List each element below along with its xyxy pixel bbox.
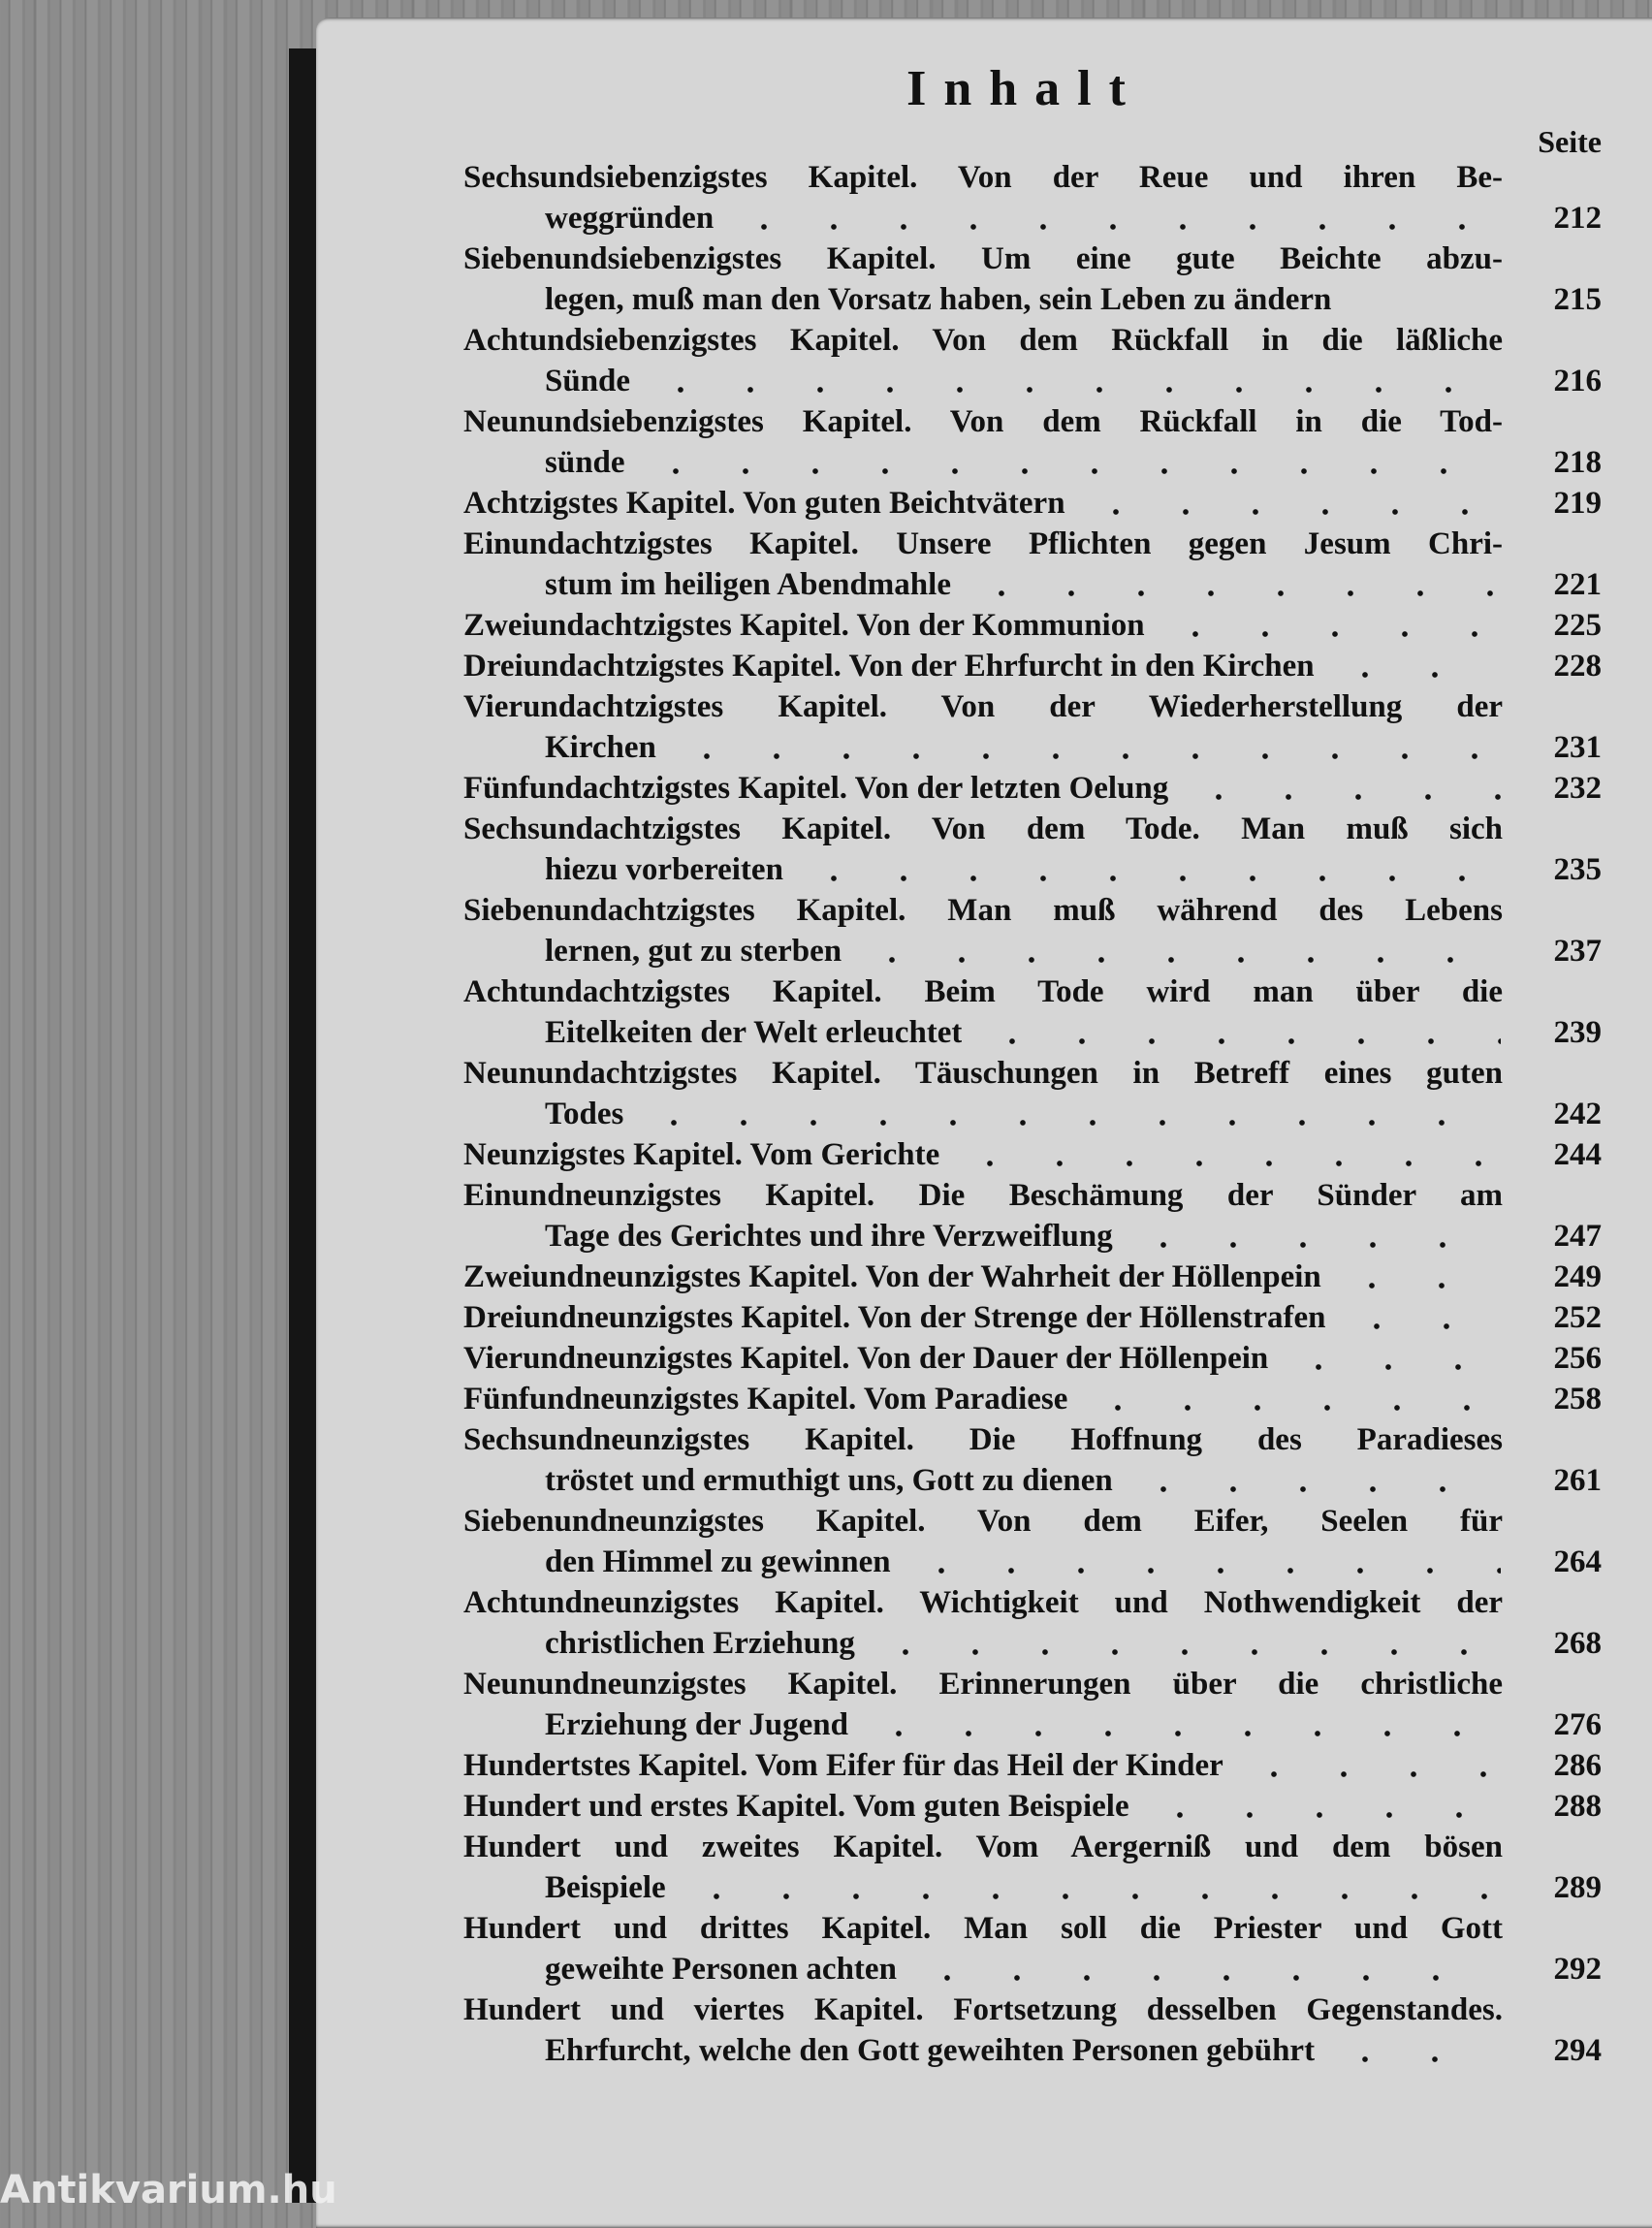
dot-leader — [1342, 1297, 1501, 1338]
toc-entry-text: geweihte Personen achten — [545, 1952, 897, 1987]
page-number: 244 — [1553, 1137, 1602, 1172]
toc-entry-line — [463, 320, 1602, 361]
toc-entry-continuation — [463, 198, 1602, 239]
toc-entry — [463, 768, 1602, 809]
page-number: 239 — [1553, 1015, 1602, 1050]
page-number: 221 — [1553, 567, 1602, 602]
page-number: 289 — [1553, 1870, 1602, 1905]
toc-entry — [463, 1664, 1602, 1745]
toc-entry-line — [463, 1786, 1602, 1827]
toc-entry-text: Einundachtzigstes Kapitel. Unsere Pflichten gegen Jesum Chri- — [463, 526, 1503, 561]
toc-entry-text: Fünfundneunzigstes Kapitel. Vom Paradiese — [463, 1382, 1068, 1416]
toc-entry-text: Zweiundachtzigstes Kapitel. Von der Kommunion — [463, 608, 1145, 643]
toc-entry-text: hiezu vorbereiten — [545, 852, 783, 887]
toc-entry-text: Sechsundachtzigstes Kapitel. Von dem Tode. Man muß sich — [463, 812, 1503, 846]
page-number: 258 — [1553, 1382, 1602, 1416]
dot-leader — [672, 727, 1501, 768]
toc-entry-continuation — [463, 2030, 1602, 2071]
page-number: 252 — [1553, 1300, 1602, 1335]
toc-entry-line — [463, 686, 1602, 727]
toc-entry — [463, 1582, 1602, 1664]
toc-entry-continuation — [463, 442, 1602, 483]
dot-leader — [1083, 1379, 1501, 1419]
toc-entry — [463, 1908, 1602, 1989]
toc-entry — [463, 1745, 1602, 1786]
toc-entry-text: Hundert und viertes Kapitel. Fortsetzung desselben Gegenstandes. — [463, 1992, 1503, 2027]
toc-entry — [463, 524, 1602, 605]
dot-leader — [1145, 1786, 1501, 1827]
dot-leader — [729, 198, 1501, 239]
dot-leader — [977, 1012, 1501, 1053]
toc-entry-line — [463, 890, 1602, 931]
toc-entry-continuation — [463, 1949, 1602, 1989]
page-title: Inhalt — [906, 61, 1143, 116]
toc-entry-text: lernen, gut zu sterben — [545, 934, 842, 969]
page-number: 264 — [1553, 1544, 1602, 1579]
book-spine-edge — [289, 48, 318, 2203]
toc-entry-text: legen, muß man den Vorsatz haben, sein Leben zu ändern — [545, 282, 1332, 317]
dot-leader — [912, 1949, 1501, 1989]
toc-entry-line — [463, 1379, 1602, 1419]
dot-leader — [639, 1094, 1501, 1134]
toc-entry-text: Siebenundneunzigstes Kapitel. Von dem Eifer, Seelen für — [463, 1504, 1503, 1539]
toc-entry-text: Vierundneunzigstes Kapitel. Von der Dauer der Höllenpein — [463, 1341, 1269, 1376]
dot-leader — [682, 1867, 1501, 1908]
toc-entry-text: Siebenundachtzigstes Kapitel. Man muß während des Lebens — [463, 893, 1503, 928]
toc-entry — [463, 890, 1602, 971]
toc-entry-continuation — [463, 1460, 1602, 1501]
page-number: 249 — [1553, 1259, 1602, 1294]
page-number: 242 — [1553, 1097, 1602, 1131]
dot-leader — [871, 1623, 1501, 1664]
dot-leader — [1330, 646, 1501, 686]
toc-entry-text: Hundert und drittes Kapitel. Man soll die Priester und Gott — [463, 1911, 1503, 1946]
page-number: 228 — [1553, 649, 1602, 684]
page-number: 288 — [1553, 1789, 1602, 1824]
toc-entry-text: Hundertstes Kapitel. Vom Eifer für das Heil der Kinder — [463, 1748, 1223, 1783]
toc-entry-line — [463, 1908, 1602, 1949]
page-number: 268 — [1553, 1626, 1602, 1661]
toc-entry-line — [463, 1053, 1602, 1094]
toc-entry-line — [463, 809, 1602, 849]
toc-entry-continuation — [463, 564, 1602, 605]
toc-entry-text: Sechsundsiebenzigstes Kapitel. Von der Reue und ihren Be- — [463, 160, 1503, 195]
page-number: 218 — [1553, 445, 1602, 480]
dot-leader — [799, 849, 1501, 890]
page-column-label: Seite — [1538, 124, 1602, 159]
toc-entry-continuation — [463, 1012, 1602, 1053]
toc-entry-text: Neunundsiebenzigstes Kapitel. Von dem Rückfall in die Tod- — [463, 404, 1503, 439]
toc-entry — [463, 483, 1602, 524]
toc-entry-line — [463, 1745, 1602, 1786]
toc-entry-text: Achtundneunzigstes Kapitel. Wichtigkeit und Nothwendigkeit der — [463, 1585, 1503, 1620]
toc-entry-line — [463, 646, 1602, 686]
toc-entry-line — [463, 1419, 1602, 1460]
toc-entry — [463, 320, 1602, 401]
page-number: 235 — [1553, 852, 1602, 887]
toc-entry-continuation — [463, 361, 1602, 401]
toc-entry-text: sünde — [545, 445, 625, 480]
toc-entry — [463, 809, 1602, 890]
toc-entry-text: Neunzigstes Kapitel. Vom Gerichte — [463, 1137, 940, 1172]
page-number: 215 — [1553, 282, 1602, 317]
toc-entry-text: Eitelkeiten der Welt erleuchtet — [545, 1015, 963, 1050]
toc-entry-line — [463, 971, 1602, 1012]
toc-entry-text: Sünde — [545, 364, 631, 398]
toc-entry-text: Kirchen — [545, 730, 656, 765]
toc-entry — [463, 1989, 1602, 2071]
toc-entry — [463, 1501, 1602, 1582]
table-of-contents — [463, 157, 1602, 2071]
toc-entry-text: Beispiele — [545, 1870, 666, 1905]
toc-entry-line — [463, 157, 1602, 198]
dot-leader — [1081, 483, 1501, 524]
toc-entry — [463, 646, 1602, 686]
toc-entry-text: Ehrfurcht, welche den Gott geweihten Personen gebührt — [545, 2033, 1316, 2068]
toc-entry-continuation — [463, 1867, 1602, 1908]
dot-leader — [1128, 1216, 1501, 1257]
toc-entry-line — [463, 1501, 1602, 1542]
page-number: 212 — [1553, 201, 1602, 236]
toc-entry-line — [463, 605, 1602, 646]
toc-entry-line — [463, 1664, 1602, 1704]
toc-entry-text: Fünfundachtzigstes Kapitel. Von der letzten Oelung — [463, 771, 1169, 806]
toc-entry-line — [463, 1134, 1602, 1175]
toc-entry — [463, 1786, 1602, 1827]
toc-entry-text: Todes — [545, 1097, 624, 1131]
toc-entry-text: Vierundachtzigstes Kapitel. Von der Wiederherstellung der — [463, 689, 1503, 724]
dot-leader — [646, 361, 1501, 401]
toc-entry-line — [463, 239, 1602, 279]
toc-entry — [463, 1175, 1602, 1257]
dot-leader — [864, 1704, 1501, 1745]
toc-entry-text: Achtzigstes Kapitel. Von guten Beichtvätern — [463, 486, 1065, 521]
toc-entry-text: tröstet und ermuthigt uns, Gott zu dienen — [545, 1463, 1113, 1498]
toc-entry-text: Erziehung der Jugend — [545, 1707, 848, 1742]
toc-entry-line — [463, 1297, 1602, 1338]
toc-entry-continuation — [463, 1542, 1602, 1582]
toc-entry — [463, 1379, 1602, 1419]
toc-entry-text: Neunundneunzigstes Kapitel. Erinnerungen über die christliche — [463, 1667, 1503, 1702]
toc-entry-text: Achtundsiebenzigstes Kapitel. Von dem Rückfall in die läßliche — [463, 323, 1503, 358]
toc-entry-continuation — [463, 1704, 1602, 1745]
toc-entry-line — [463, 1989, 1602, 2030]
dot-leader — [1184, 768, 1501, 809]
toc-entry — [463, 1257, 1602, 1297]
toc-entry-continuation — [463, 931, 1602, 971]
page-number: 216 — [1553, 364, 1602, 398]
toc-entry-continuation — [463, 1094, 1602, 1134]
toc-entry-line — [463, 1338, 1602, 1379]
dot-leader — [1128, 1460, 1501, 1501]
dot-leader — [1284, 1338, 1501, 1379]
toc-entry — [463, 239, 1602, 320]
page-number: 219 — [1553, 486, 1602, 521]
toc-entry-text: christlichen Erziehung — [545, 1626, 855, 1661]
dot-leader — [1330, 2030, 1501, 2071]
toc-entry-continuation — [463, 1216, 1602, 1257]
dot-leader — [857, 931, 1501, 971]
toc-entry-line — [463, 1175, 1602, 1216]
dot-leader — [967, 564, 1501, 605]
page-number: 237 — [1553, 934, 1602, 969]
page-number: 256 — [1553, 1341, 1602, 1376]
dot-leader — [1160, 605, 1501, 646]
page-number: 292 — [1553, 1952, 1602, 1987]
dot-leader — [906, 1542, 1501, 1582]
toc-entry-continuation — [463, 849, 1602, 890]
toc-entry-text: Neunundachtzigstes Kapitel. Täuschungen in Betreff eines guten — [463, 1056, 1503, 1091]
dot-leader — [955, 1134, 1501, 1175]
toc-entry-text: Siebenundsiebenzigstes Kapitel. Um eine gute Beichte abzu- — [463, 241, 1503, 276]
toc-entry-text: Dreiundachtzigstes Kapitel. Von der Ehrfurcht in den Kirchen — [463, 649, 1315, 684]
toc-entry-line — [463, 401, 1602, 442]
toc-entry-text: Achtundachtzigstes Kapitel. Beim Tode wird man über die — [463, 974, 1503, 1009]
toc-entry-line — [463, 768, 1602, 809]
toc-entry — [463, 1134, 1602, 1175]
toc-entry-text: Zweiundneunzigstes Kapitel. Von der Wahrheit der Höllenpein — [463, 1259, 1321, 1294]
toc-entry-line — [463, 483, 1602, 524]
page-number: 276 — [1553, 1707, 1602, 1742]
toc-entry-line — [463, 1582, 1602, 1623]
toc-entry-line — [463, 1827, 1602, 1867]
dot-leader — [1239, 1745, 1501, 1786]
toc-entry-text: weggründen — [545, 201, 715, 236]
toc-entry-text: Sechsundneunzigstes Kapitel. Die Hoffnung des Paradieses — [463, 1422, 1503, 1457]
toc-entry — [463, 1338, 1602, 1379]
page-number: 286 — [1553, 1748, 1602, 1783]
toc-entry-text: den Himmel zu gewinnen — [545, 1544, 891, 1579]
page-number: 232 — [1553, 771, 1602, 806]
toc-entry-text: Tage des Gerichtes und ihre Verzweiflung — [545, 1219, 1113, 1254]
toc-entry — [463, 1419, 1602, 1501]
toc-entry-line — [463, 524, 1602, 564]
page-number: 247 — [1553, 1219, 1602, 1254]
toc-entry — [463, 1827, 1602, 1908]
toc-entry — [463, 605, 1602, 646]
page-number: 225 — [1553, 608, 1602, 643]
toc-entry-text: stum im heiligen Abendmahle — [545, 567, 951, 602]
toc-entry-continuation — [463, 727, 1602, 768]
toc-entry — [463, 401, 1602, 483]
toc-entry-text: Hundert und erstes Kapitel. Vom guten Beispiele — [463, 1789, 1129, 1824]
toc-entry-text: Hundert und zweites Kapitel. Vom Aergerniß und dem bösen — [463, 1830, 1503, 1864]
page-number: 231 — [1553, 730, 1602, 765]
toc-entry-continuation — [463, 1623, 1602, 1664]
toc-entry-text: Einundneunzigstes Kapitel. Die Beschämung der Sünder am — [463, 1178, 1503, 1213]
page-number: 294 — [1553, 2033, 1602, 2068]
watermark: Antikvarium.hu — [0, 2168, 337, 2212]
toc-entry-text: Dreiundneunzigstes Kapitel. Von der Strenge der Höllenstrafen — [463, 1300, 1326, 1335]
toc-entry — [463, 1297, 1602, 1338]
dot-leader — [1337, 1257, 1501, 1297]
toc-entry-continuation — [463, 279, 1602, 320]
toc-entry — [463, 157, 1602, 239]
toc-entry — [463, 971, 1602, 1053]
dot-leader — [641, 442, 1501, 483]
page-number: 261 — [1553, 1463, 1602, 1498]
toc-entry — [463, 686, 1602, 768]
toc-entry — [463, 1053, 1602, 1134]
toc-entry-line — [463, 1257, 1602, 1297]
